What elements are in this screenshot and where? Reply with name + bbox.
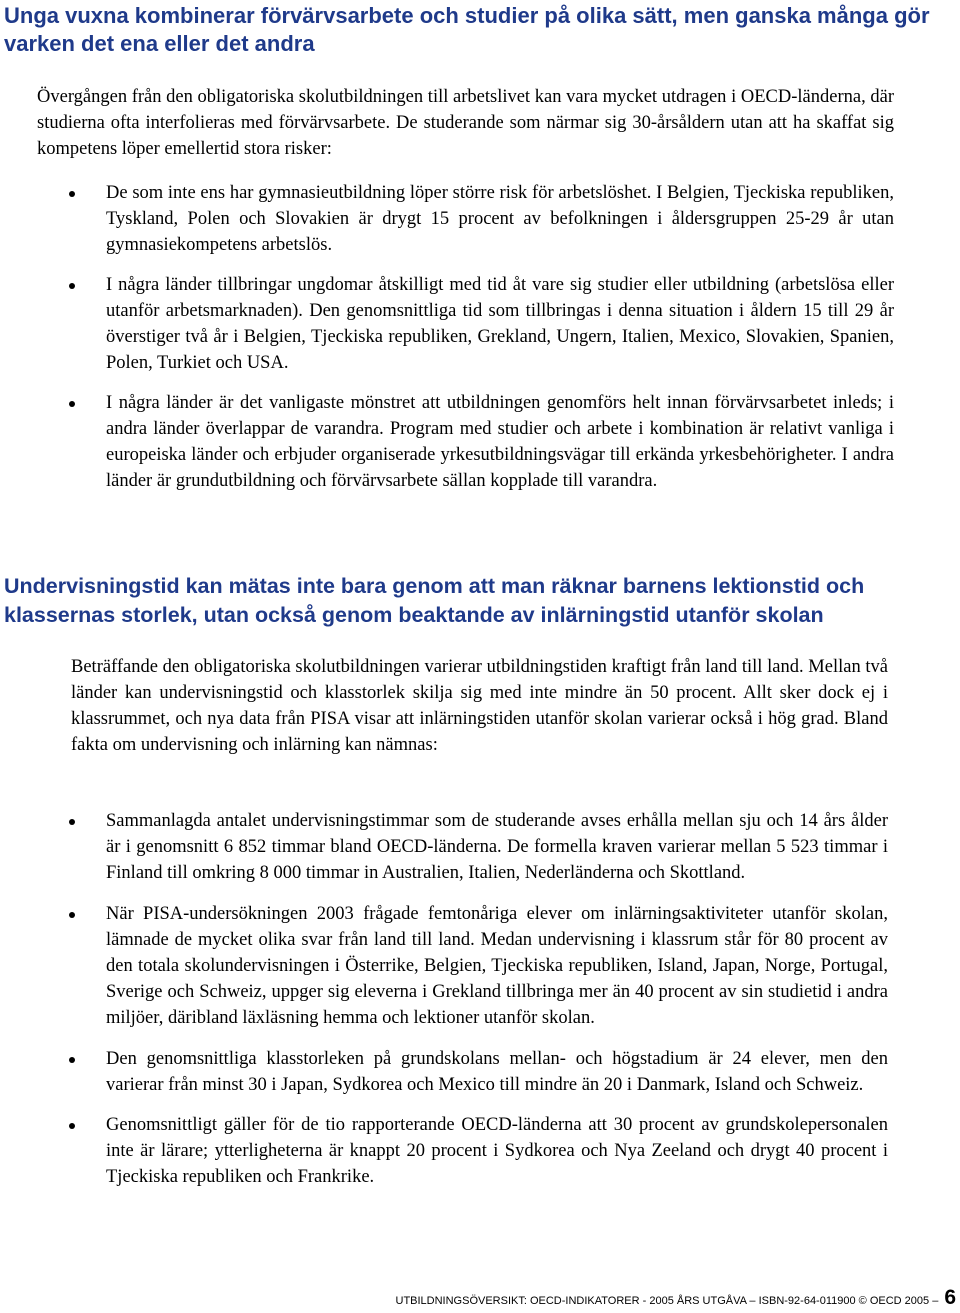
list-item-text: I några länder tillbringar ungdomar åtskilligt med tid åt vare sig studier eller utbildning (arbetslösa eller utanför arbetsmarknaden). Den genomsnittliga tid som tillbringas i denna situation i åldern 15 till 29 år överstiger två år i Belgien, Tjeckiska republiken, Grekland, Ungern, Italien, Mexico, Slovakien, Spanien, Polen, Turkiet och USA. <box>106 275 894 373</box>
list-item-text: I några länder är det vanligaste mönstret att utbildningen genomförs helt innan förvärvsarbetet inleds; i andra länder överlappar de varandra. Program med studier och arbete i kombination är relativt vanliga i europeiska länder och erbjuder organiserade yrkesutbildningsvägar till erkända yrkesbehörigheter. I andra länder är grundutbildning och förvärvsarbete sällan kopplade till varandra. <box>106 393 894 491</box>
bullet-icon <box>69 912 75 918</box>
list-item <box>106 1112 888 1190</box>
footer-text: UTBILDNINGSÖVERSIKT: OECD-INDIKATORER - 2005 ÅRS UTGÅVA – ISBN-92-64-011900 © OECD 2005 – <box>395 1295 939 1307</box>
list-item-text: När PISA-undersökningen 2003 frågade femtonåriga elever om inlärningsaktiviteter utanför skolan, lämnade de mycket olika svar från land till land. Medan undervisning i klassrum står för 80 procent av den totala skolundervisningen i Österrike, Belgien, Tjeckiska republiken, Island, Japan, Norge, Portugal, Sverige och Schweiz, uppger sig eleverna i Grekland tillbringa mer än 40 procent av sin studietid i andra miljöer, däribland läxläsning hemma och lektioner utanför skolan. <box>106 904 888 1028</box>
section-heading-teaching-time: Undervisningstid kan mätas inte bara genom att man räknar barnens lektionstid och klassernas storlek, utan också genom beaktande av inlärningstid utanför skolan <box>4 574 865 627</box>
list-item-text: Sammanlagda antalet undervisningstimmar som de studerande avses erhålla mellan sju och 14 års ålder är i genomsnitt 6 852 timmar bland OECD-länderna. De formella kraven varierar mellan 5 523 timmar i Finland till omkring 8 000 timmar in Australien, Italien, Nederländerna och Skottland. <box>106 811 888 883</box>
list-item-text: De som inte ens har gymnasieutbildning löper större risk för arbetslöshet. I Belgien, Tjeckiska republiken, Tyskland, Polen och Slovakien är drygt 15 procent av befolkningen i åldersgruppen 25-29 år utan gymnasiekompetens arbetslös. <box>106 183 894 255</box>
page-footer <box>0 1286 956 1310</box>
bullet-list-risks <box>106 180 894 494</box>
list-item <box>106 272 894 376</box>
list-item <box>106 808 888 886</box>
bullet-icon <box>69 191 75 197</box>
page-number: 6 <box>944 1286 956 1309</box>
bullet-icon <box>69 819 75 825</box>
list-item <box>106 1046 888 1098</box>
bullet-icon <box>69 283 75 289</box>
intro-paragraph-teaching-time: Beträffande den obligatoriska skolutbildningen varierar utbildningstiden kraftigt från land till land. Mellan två länder kan undervisningstid och klasstorlek skilja sig med inte mindre än 50 procent. Allt sker dock ej i klassrummet, och nya data från PISA visar att inlärningstiden utanför skolan varierar också i hög grad. Bland fakta om undervisning och inlärning kan nämnas: <box>71 657 888 755</box>
intro-paragraph-transition: Övergången från den obligatoriska skolutbildningen till arbetslivet kan vara mycket utdragen i OECD-länderna, där studierna ofta interfolieras med förvärvsarbete. De studerande som närmar sig 30-årsåldern utan att ha skaffat sig kompetens löper emellertid stora risker: <box>37 87 894 159</box>
bullet-icon <box>69 401 75 407</box>
list-item-text: Genomsnittligt gäller för de tio rapporterande OECD-länderna att 30 procent av grundskolepersonalen inte är lärare; ytterligheterna är knappt 20 procent i Sydkorea och Nya Zeeland och drygt 40 procent i Tjeckiska republiken och Frankrike. <box>106 1115 888 1187</box>
list-item <box>106 390 894 494</box>
bullet-icon <box>69 1123 75 1129</box>
list-item-text: Den genomsnittliga klasstorleken på grundskolans mellan- och högstadium är 24 elever, men den varierar från minst 30 i Japan, Sydkorea och Mexico till mindre än 20 i Danmark, Island och Schweiz. <box>106 1049 888 1095</box>
section-heading-young-adults: Unga vuxna kombinerar förvärvsarbete och studier på olika sätt, men ganska många gör varken det ena eller det andra <box>4 3 930 56</box>
bullet-icon <box>69 1057 75 1063</box>
list-item <box>106 901 888 1031</box>
list-item <box>106 180 894 258</box>
bullet-list-facts <box>106 808 888 1190</box>
